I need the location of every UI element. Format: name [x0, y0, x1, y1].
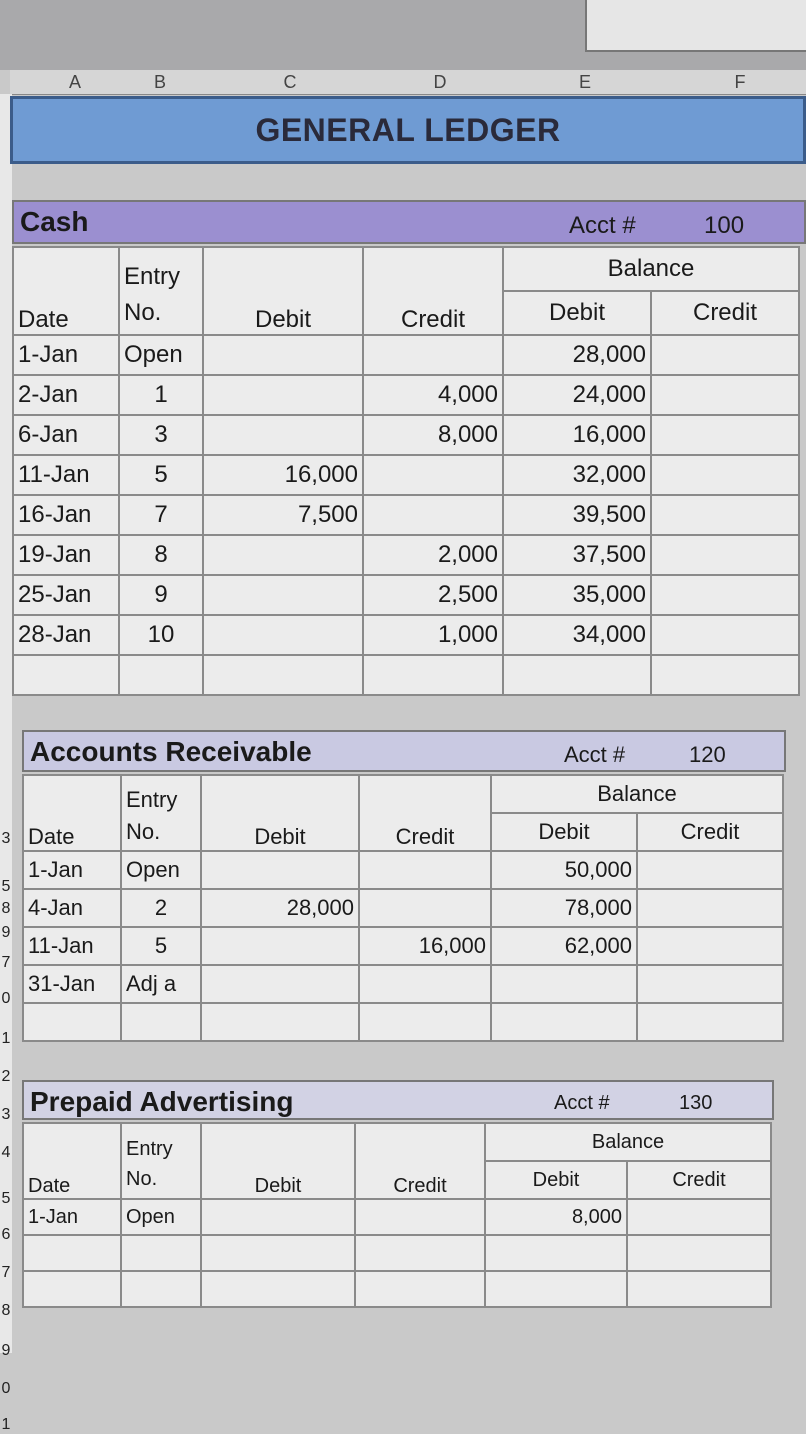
credit-cell[interactable]: 4,000 — [363, 375, 503, 415]
date-cell[interactable] — [13, 655, 119, 695]
table-row — [13, 495, 799, 535]
debit-cell[interactable] — [203, 335, 363, 375]
credit-cell[interactable] — [355, 1235, 485, 1271]
entry-cell[interactable]: 1 — [119, 375, 203, 415]
row-number[interactable]: 5 — [1, 878, 11, 895]
debit-cell[interactable] — [201, 1235, 355, 1271]
table-row — [13, 375, 799, 415]
credit-cell[interactable] — [363, 455, 503, 495]
debit-cell[interactable]: 16,000 — [203, 455, 363, 495]
balance-header: Balance — [485, 1123, 771, 1161]
date-cell[interactable]: 4-Jan — [23, 889, 121, 927]
credit-cell[interactable] — [359, 1003, 491, 1041]
credit-cell[interactable] — [363, 335, 503, 375]
balance-debit-cell[interactable]: 50,000 — [491, 851, 637, 889]
table-row — [13, 575, 799, 615]
credit-header: Credit — [359, 775, 491, 851]
balance-credit-cell[interactable] — [651, 495, 799, 535]
credit-cell[interactable]: 1,000 — [363, 615, 503, 655]
date-header: Date — [23, 1123, 121, 1199]
entry-cell[interactable]: Open — [121, 851, 201, 889]
entry-cell[interactable]: Open — [119, 335, 203, 375]
date-cell[interactable]: 1-Jan — [13, 335, 119, 375]
no-header: No. — [119, 291, 203, 335]
debit-cell[interactable] — [201, 927, 359, 965]
balance-debit-cell[interactable]: 34,000 — [503, 615, 651, 655]
balance-credit-cell[interactable] — [651, 575, 799, 615]
balance-credit-header: Credit — [651, 291, 799, 335]
balance-credit-cell[interactable] — [627, 1271, 771, 1307]
cash-header-band[interactable] — [12, 200, 806, 244]
table-row — [23, 1271, 771, 1307]
entry-cell[interactable]: 2 — [121, 889, 201, 927]
debit-cell[interactable] — [201, 1271, 355, 1307]
date-cell[interactable]: 1-Jan — [23, 851, 121, 889]
debit-cell[interactable] — [203, 415, 363, 455]
debit-header: Debit — [201, 1123, 355, 1199]
debit-header: Debit — [203, 247, 363, 335]
entry-cell[interactable]: 7 — [119, 495, 203, 535]
row-number[interactable]: 0 — [1, 1380, 11, 1397]
row-number[interactable]: 3 — [1, 830, 11, 847]
entry-cell[interactable]: 9 — [119, 575, 203, 615]
debit-cell[interactable] — [201, 851, 359, 889]
row-number[interactable]: 2 — [1, 1068, 11, 1085]
balance-debit-header: Debit — [491, 813, 637, 851]
debit-cell[interactable] — [203, 615, 363, 655]
row-number[interactable]: 6 — [1, 1226, 11, 1243]
balance-credit-cell[interactable] — [637, 927, 783, 965]
credit-cell[interactable] — [355, 1271, 485, 1307]
account-name: Prepaid Advertising — [30, 1086, 294, 1117]
date-header: Date — [13, 247, 119, 335]
balance-credit-cell[interactable] — [651, 455, 799, 495]
date-cell[interactable] — [23, 1271, 121, 1307]
debit-cell[interactable] — [203, 535, 363, 575]
entry-cell[interactable]: 3 — [119, 415, 203, 455]
balance-debit-cell[interactable] — [503, 655, 651, 695]
entry-cell[interactable] — [121, 1003, 201, 1041]
date-cell[interactable]: 1-Jan — [23, 1199, 121, 1235]
date-cell[interactable] — [23, 1235, 121, 1271]
acct-number: 120 — [689, 742, 726, 767]
balance-debit-cell[interactable] — [491, 1003, 637, 1041]
date-cell[interactable]: 16-Jan — [13, 495, 119, 535]
balance-debit-cell[interactable]: 24,000 — [503, 375, 651, 415]
balance-debit-cell[interactable]: 62,000 — [491, 927, 637, 965]
column-header-f[interactable]: F — [734, 72, 746, 92]
row-number[interactable]: 7 — [1, 954, 11, 971]
entry-header: Entry — [119, 247, 203, 291]
debit-cell[interactable] — [201, 965, 359, 1003]
row-number[interactable]: 1 — [1, 1416, 11, 1433]
formula-box[interactable] — [585, 0, 806, 52]
entry-cell[interactable] — [121, 1235, 201, 1271]
entry-cell[interactable]: 8 — [119, 535, 203, 575]
row-number[interactable]: 3 — [1, 1106, 11, 1123]
entry-cell[interactable] — [121, 1271, 201, 1307]
balance-credit-cell[interactable] — [627, 1235, 771, 1271]
balance-credit-cell[interactable] — [627, 1199, 771, 1235]
debit-cell[interactable] — [203, 655, 363, 695]
row-number[interactable]: 7 — [1, 1264, 11, 1281]
account-name: Cash — [20, 206, 89, 237]
general-ledger-title-band[interactable] — [10, 96, 806, 164]
entry-header: Entry — [121, 1123, 201, 1161]
table-row — [13, 335, 799, 375]
acct-label: Acct # — [554, 1092, 610, 1114]
table-row — [13, 535, 799, 575]
table-row — [13, 655, 799, 695]
credit-cell[interactable] — [359, 965, 491, 1003]
ar-table — [22, 774, 784, 1042]
balance-credit-cell[interactable] — [651, 415, 799, 455]
credit-cell[interactable]: 2,500 — [363, 575, 503, 615]
balance-debit-cell[interactable] — [491, 965, 637, 1003]
balance-debit-cell[interactable]: 8,000 — [485, 1199, 627, 1235]
credit-cell[interactable]: 2,000 — [363, 535, 503, 575]
table-row — [23, 889, 783, 927]
no-header: No. — [121, 813, 201, 851]
balance-header: Balance — [503, 247, 799, 291]
table-row — [23, 965, 783, 1003]
balance-credit-cell[interactable] — [637, 889, 783, 927]
credit-cell[interactable]: 16,000 — [359, 927, 491, 965]
balance-debit-cell[interactable]: 16,000 — [503, 415, 651, 455]
balance-header: Balance — [491, 775, 783, 813]
balance-credit-cell[interactable] — [651, 655, 799, 695]
table-row — [23, 1003, 783, 1041]
balance-credit-cell[interactable] — [651, 375, 799, 415]
column-header-c[interactable]: C — [283, 72, 297, 92]
balance-credit-cell[interactable] — [651, 615, 799, 655]
balance-debit-cell[interactable] — [485, 1235, 627, 1271]
credit-header: Credit — [355, 1123, 485, 1199]
page-title: GENERAL LEDGER — [255, 112, 561, 148]
balance-debit-cell[interactable] — [485, 1271, 627, 1307]
debit-cell[interactable]: 7,500 — [203, 495, 363, 535]
credit-cell[interactable] — [355, 1199, 485, 1235]
pa-table — [22, 1122, 772, 1308]
date-cell[interactable]: 19-Jan — [13, 535, 119, 575]
column-header-a[interactable]: A — [68, 72, 81, 92]
date-cell[interactable]: 6-Jan — [13, 415, 119, 455]
date-cell[interactable]: 25-Jan — [13, 575, 119, 615]
debit-cell[interactable] — [201, 1003, 359, 1041]
balance-debit-cell[interactable]: 78,000 — [491, 889, 637, 927]
no-header: No. — [121, 1161, 201, 1199]
row-number[interactable]: 9 — [1, 1342, 11, 1359]
credit-cell[interactable] — [359, 851, 491, 889]
row-number-strip — [0, 94, 12, 1433]
row-number[interactable]: 8 — [1, 1302, 11, 1319]
column-header-e[interactable]: E — [578, 72, 591, 92]
debit-cell[interactable] — [203, 375, 363, 415]
balance-debit-header: Debit — [485, 1161, 627, 1199]
table-row — [23, 1199, 771, 1235]
row-number[interactable]: 1 — [1, 1030, 11, 1047]
balance-debit-cell[interactable]: 39,500 — [503, 495, 651, 535]
table-row — [23, 1235, 771, 1271]
balance-credit-header: Credit — [627, 1161, 771, 1199]
entry-cell[interactable]: 5 — [121, 927, 201, 965]
balance-debit-cell[interactable]: 28,000 — [503, 335, 651, 375]
acct-label: Acct # — [569, 212, 636, 239]
entry-cell[interactable] — [119, 655, 203, 695]
table-row — [23, 851, 783, 889]
date-cell[interactable]: 31-Jan — [23, 965, 121, 1003]
pa-header-band[interactable] — [22, 1080, 774, 1120]
credit-cell[interactable] — [363, 655, 503, 695]
table-row — [13, 415, 799, 455]
date-cell[interactable]: 11-Jan — [13, 455, 119, 495]
date-cell[interactable]: 28-Jan — [13, 615, 119, 655]
balance-credit-cell[interactable] — [637, 851, 783, 889]
row-number[interactable]: 5 — [1, 1190, 11, 1207]
debit-cell[interactable]: 28,000 — [201, 889, 359, 927]
entry-header: Entry — [121, 775, 201, 813]
debit-header: Debit — [201, 775, 359, 851]
entry-cell[interactable]: Open — [121, 1199, 201, 1235]
credit-cell[interactable]: 8,000 — [363, 415, 503, 455]
debit-cell[interactable] — [203, 575, 363, 615]
row-number[interactable]: 8 — [1, 900, 11, 917]
entry-cell[interactable]: 5 — [119, 455, 203, 495]
entry-cell[interactable]: 10 — [119, 615, 203, 655]
cash-table — [12, 246, 800, 696]
credit-cell[interactable] — [359, 889, 491, 927]
acct-number: 100 — [704, 212, 745, 239]
credit-header: Credit — [363, 247, 503, 335]
account-name: Accounts Receivable — [30, 736, 312, 767]
balance-debit-cell[interactable]: 32,000 — [503, 455, 651, 495]
credit-cell[interactable] — [363, 495, 503, 535]
column-header-b[interactable]: B — [153, 72, 166, 92]
table-row — [13, 615, 799, 655]
entry-cell[interactable]: Adj a — [121, 965, 201, 1003]
date-header: Date — [23, 775, 121, 851]
column-header-d[interactable]: D — [433, 72, 447, 92]
balance-debit-cell[interactable]: 37,500 — [503, 535, 651, 575]
table-row — [13, 455, 799, 495]
acct-number: 130 — [679, 1092, 713, 1114]
balance-credit-cell[interactable] — [637, 1003, 783, 1041]
balance-credit-cell[interactable] — [637, 965, 783, 1003]
balance-debit-header: Debit — [503, 291, 651, 335]
row-number[interactable]: 9 — [1, 924, 11, 941]
balance-credit-cell[interactable] — [651, 335, 799, 375]
table-row — [23, 927, 783, 965]
date-cell[interactable]: 11-Jan — [23, 927, 121, 965]
balance-credit-cell[interactable] — [651, 535, 799, 575]
acct-label: Acct # — [564, 742, 626, 767]
date-cell[interactable]: 2-Jan — [13, 375, 119, 415]
balance-debit-cell[interactable]: 35,000 — [503, 575, 651, 615]
column-headers — [10, 70, 806, 95]
row-number[interactable]: 0 — [1, 990, 11, 1007]
row-number[interactable]: 4 — [1, 1144, 11, 1161]
date-cell[interactable] — [23, 1003, 121, 1041]
balance-credit-header: Credit — [637, 813, 783, 851]
debit-cell[interactable] — [201, 1199, 355, 1235]
ar-header-band[interactable] — [22, 730, 786, 772]
